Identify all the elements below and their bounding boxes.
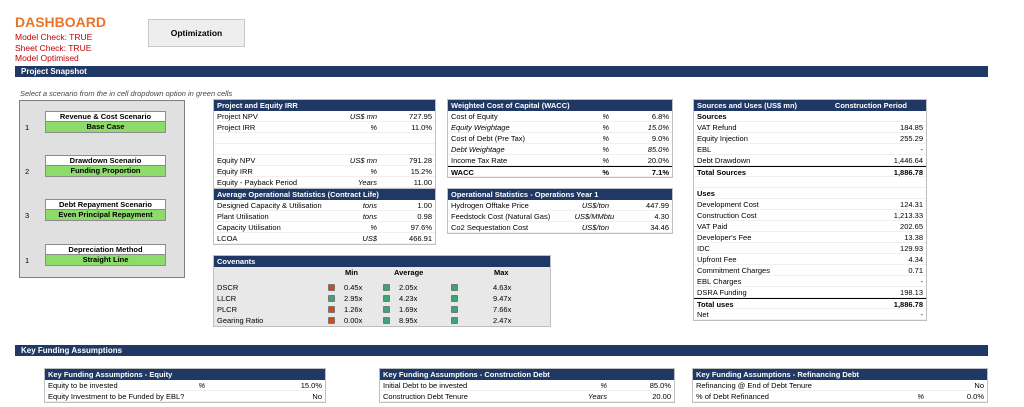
row-label: Debt Weightage — [451, 145, 505, 154]
project-snapshot-bar: Project Snapshot — [15, 66, 988, 77]
row-label: Initial Debt to be invested — [383, 381, 468, 390]
table-row — [694, 155, 926, 166]
table-row — [693, 380, 987, 391]
row-unit: US$/MMbtu — [574, 212, 615, 221]
row-label: EBL — [697, 145, 712, 154]
row-label: Debt Drawdown — [697, 156, 751, 165]
table-row — [694, 111, 926, 122]
row-label: Project NPV — [217, 112, 258, 121]
row-value: 198.13 — [900, 288, 923, 297]
row-label — [217, 133, 327, 143]
row-value: 85.0% — [649, 381, 671, 390]
table-row — [694, 122, 926, 133]
row-label: Equity IRR — [217, 167, 253, 176]
row-label: Feedstock Cost (Natural Gas) — [451, 212, 551, 221]
row-unit: % — [370, 123, 377, 132]
table-row — [694, 265, 926, 276]
covenant-avg: 1.69x — [399, 305, 418, 314]
avg-ops-table — [213, 188, 436, 245]
row-label: Designed Capacity & Utilisation — [217, 201, 322, 210]
status-flag-icon — [383, 295, 390, 302]
row-value: 20.00 — [652, 392, 671, 401]
row-label: Developer's Fee — [697, 233, 752, 242]
table-row — [448, 133, 672, 144]
table-row — [448, 144, 672, 155]
ops-year1-rows — [448, 200, 672, 233]
row-value: 15.0% — [647, 123, 669, 132]
covenant-label: LLCR — [217, 294, 237, 303]
scenario-depreciation — [25, 244, 166, 266]
row-label: IDC — [697, 244, 710, 253]
col-min: Min — [345, 268, 358, 277]
table-row — [448, 222, 672, 233]
row-unit: % — [917, 392, 924, 401]
scenario-dropdown[interactable]: Funding Proportion — [45, 166, 166, 177]
scenario-debt-repayment — [25, 199, 166, 221]
row-label: Commitment Charges — [697, 266, 770, 275]
row-label: Upfront Fee — [697, 255, 737, 264]
row-label: Development Cost — [697, 200, 759, 209]
table-header: Operational Statistics - Operations Year 1 — [448, 189, 672, 200]
covenant-max: 4.63x — [493, 283, 512, 292]
table-header: Project and Equity IRR — [214, 100, 435, 111]
scenario-label: Debt Repayment Scenario — [45, 199, 166, 210]
scenario-number: 3 — [25, 211, 30, 220]
sources-uses-table — [693, 99, 927, 321]
row-label: Equity to be invested — [48, 381, 118, 390]
table-row — [214, 155, 435, 166]
row-value: 1,886.78 — [893, 300, 923, 309]
row-label: Co2 Sequestation Cost — [451, 223, 529, 232]
table-row — [45, 380, 325, 391]
kfa-equity-rows — [45, 380, 325, 402]
kfa-refinancing-rows — [693, 380, 987, 402]
row-unit: tons — [362, 201, 377, 210]
row-value: 13.38 — [904, 233, 923, 242]
scenario-number: 1 — [25, 123, 30, 132]
sources-uses-rows — [694, 111, 926, 320]
table-row — [214, 133, 435, 144]
row-value: 7.1% — [651, 168, 669, 177]
status-flag-icon — [328, 317, 335, 324]
table-header: Key Funding Assumptions - Construction Debt — [380, 369, 674, 380]
table-row — [448, 200, 672, 211]
row-unit: tons — [362, 212, 377, 221]
table-row — [694, 177, 926, 188]
table-header: Key Funding Assumptions - Refinancing Debt — [693, 369, 987, 380]
row-value — [377, 133, 432, 143]
row-value: No — [312, 392, 322, 401]
row-label: WACC — [451, 168, 474, 177]
table-row — [380, 391, 674, 402]
row-value: 184.85 — [900, 123, 923, 132]
row-value: 11.0% — [411, 123, 432, 132]
row-label: Cost of Debt (Pre Tax) — [451, 134, 526, 143]
row-unit: % — [602, 134, 609, 143]
row-label: Cost of Equity — [451, 112, 498, 121]
row-value: 124.31 — [900, 200, 923, 209]
status-flag-icon — [451, 306, 458, 313]
project-irr-rows — [214, 111, 435, 188]
sheet-check: Sheet Check: TRUE — [15, 42, 92, 53]
scenario-hint: Select a scenario from the in cell dropdown option in green cells — [20, 89, 233, 98]
covenant-avg: 8.95x — [399, 316, 418, 325]
model-checks — [15, 32, 92, 64]
row-value — [843, 177, 923, 187]
row-value: 4.30 — [654, 212, 669, 221]
covenant-row — [214, 304, 550, 315]
avg-ops-rows — [214, 200, 435, 244]
table-row — [694, 199, 926, 210]
row-value: 34.46 — [650, 223, 669, 232]
row-label: Equity - Payback Period — [217, 178, 298, 187]
covenant-min: 2.95x — [344, 294, 363, 303]
row-value: 15.2% — [410, 167, 432, 176]
covenant-row — [214, 282, 550, 293]
row-label: % of Debt Refinanced — [696, 392, 769, 401]
covenant-label: DSCR — [217, 283, 239, 292]
kfa-equity-table — [44, 368, 326, 403]
row-label: Net — [697, 310, 709, 319]
row-value: 9.0% — [651, 134, 669, 143]
row-value: 727.95 — [409, 112, 432, 121]
row-value: 6.8% — [651, 112, 669, 121]
row-value: 1,446.64 — [893, 156, 923, 165]
table-row — [694, 210, 926, 221]
row-label: Total Sources — [697, 168, 747, 177]
row-unit: % — [600, 381, 607, 390]
scenario-revenue — [25, 111, 166, 133]
model-optimised: Model Optimised — [15, 53, 79, 63]
row-unit: % — [602, 112, 609, 121]
table-row — [214, 122, 435, 133]
row-label: DSRA Funding — [697, 288, 747, 297]
table-row — [448, 111, 672, 122]
row-label: LCOA — [217, 234, 238, 243]
status-flag-icon — [328, 306, 335, 313]
row-value: 255.29 — [900, 134, 923, 143]
table-row — [694, 221, 926, 232]
table-row — [694, 166, 926, 177]
table-row — [214, 211, 435, 222]
scenario-label: Drawdown Scenario — [45, 155, 166, 166]
kfa-refinancing-table — [692, 368, 988, 403]
construction-period-col: Construction Period — [834, 101, 907, 110]
row-value: 0.0% — [966, 392, 984, 401]
table-row — [214, 233, 435, 244]
row-unit: % — [602, 123, 609, 132]
status-flag-icon — [328, 284, 335, 291]
row-value — [377, 144, 432, 154]
row-value: - — [920, 310, 923, 319]
table-row — [214, 144, 435, 155]
project-irr-table — [213, 99, 436, 189]
key-funding-bar: Key Funding Assumptions — [15, 345, 988, 356]
table-row — [694, 276, 926, 287]
table-row — [214, 200, 435, 211]
table-row — [694, 243, 926, 254]
row-label — [217, 144, 327, 154]
row-unit: US$ mn — [349, 156, 377, 165]
row-unit: % — [198, 381, 206, 390]
row-label: Refinancing @ End of Debt Tenure — [696, 381, 812, 390]
row-value: 447.99 — [646, 201, 669, 210]
row-unit — [327, 133, 377, 143]
row-unit — [184, 391, 243, 401]
row-value: 97.6% — [410, 223, 432, 232]
row-unit: US$/ton — [581, 201, 609, 210]
scenario-panel — [19, 100, 185, 278]
table-header: Weighted Cost of Capital (WACC) — [448, 100, 672, 111]
table-header: Average Operational Statistics (Contract Life) — [214, 189, 435, 200]
row-unit — [824, 380, 924, 390]
row-label: Sources — [697, 112, 727, 121]
row-unit: US$ — [362, 234, 377, 243]
kfa-construction-rows — [380, 380, 674, 402]
table-row — [694, 254, 926, 265]
row-value — [843, 111, 923, 121]
wacc-table — [447, 99, 673, 178]
table-header: Key Funding Assumptions - Equity — [45, 369, 325, 380]
table-row — [380, 380, 674, 391]
covenant-avg: 4.23x — [399, 294, 418, 303]
row-value: 11.00 — [413, 178, 432, 187]
status-flag-icon — [451, 284, 458, 291]
row-unit — [327, 144, 377, 154]
row-unit: US$ mn — [349, 112, 377, 121]
row-unit: % — [602, 156, 609, 165]
table-row — [694, 298, 926, 309]
table-row — [448, 122, 672, 133]
table-row — [694, 188, 926, 199]
row-unit: % — [370, 223, 377, 232]
covenant-row — [214, 293, 550, 304]
status-flag-icon — [383, 284, 390, 291]
row-value: 466.91 — [409, 234, 432, 243]
scenario-dropdown[interactable]: Straight Line — [45, 255, 166, 266]
scenario-label: Revenue & Cost Scenario — [45, 111, 166, 122]
table-row — [694, 287, 926, 298]
row-value: 1.00 — [417, 201, 432, 210]
table-row — [214, 166, 435, 177]
covenant-max: 7.66x — [493, 305, 512, 314]
row-value: 85.0% — [647, 145, 669, 154]
row-label: Uses — [697, 189, 715, 198]
row-value: No — [974, 381, 984, 390]
row-value: 202.65 — [900, 222, 923, 231]
row-unit: % — [602, 168, 609, 177]
scenario-number: 2 — [25, 167, 30, 176]
covenants-table — [213, 255, 551, 327]
row-label: Plant Utilisation — [217, 212, 269, 221]
row-value: 1,213.33 — [893, 211, 923, 220]
row-value — [843, 188, 923, 198]
row-label: Project IRR — [217, 123, 256, 132]
row-unit: Years — [357, 178, 377, 187]
row-value: 0.71 — [908, 266, 923, 275]
covenant-max: 2.47x — [493, 316, 512, 325]
row-value: 1,886.78 — [893, 168, 923, 177]
wacc-rows — [448, 111, 672, 177]
row-label: Equity Weightage — [451, 123, 510, 132]
row-value: 20.0% — [647, 156, 669, 165]
row-value: 129.93 — [900, 244, 923, 253]
row-unit: US$/ton — [581, 223, 609, 232]
row-value: 791.28 — [409, 156, 432, 165]
covenants-col-headers — [214, 267, 550, 278]
table-row — [694, 133, 926, 144]
covenant-min: 1.26x — [344, 305, 363, 314]
status-flag-icon — [328, 295, 335, 302]
covenant-avg: 2.05x — [399, 283, 418, 292]
covenant-min: 0.45x — [344, 283, 363, 292]
ops-year1-table — [447, 188, 673, 234]
covenant-min: 0.00x — [344, 316, 363, 325]
covenant-rows — [214, 278, 550, 326]
row-label: Equity NPV — [217, 156, 256, 165]
col-max: Max — [494, 268, 509, 277]
scenario-drawdown — [25, 155, 166, 177]
scenario-number: 1 — [25, 256, 30, 265]
status-flag-icon — [451, 317, 458, 324]
row-label: VAT Paid — [697, 222, 728, 231]
table-header: Sources and Uses (US$ mn) Construction Period — [694, 100, 926, 111]
scenario-label: Depreciation Method — [45, 244, 166, 255]
row-value: - — [920, 145, 923, 154]
row-label: Equity Investment to be Funded by EBL? — [48, 392, 185, 401]
status-flag-icon — [383, 306, 390, 313]
table-row — [693, 391, 987, 402]
row-value: - — [920, 277, 923, 286]
col-average: Average — [394, 268, 424, 277]
table-row — [694, 144, 926, 155]
covenant-max: 9.47x — [493, 294, 512, 303]
status-flag-icon — [451, 295, 458, 302]
covenant-label: PLCR — [217, 305, 238, 314]
row-value: 0.98 — [417, 212, 432, 221]
table-row — [448, 155, 672, 166]
kfa-construction-table — [379, 368, 675, 403]
covenant-row — [214, 315, 550, 326]
table-row — [45, 391, 325, 402]
row-label: EBL Charges — [697, 277, 742, 286]
optimization-button[interactable]: Optimization — [148, 19, 245, 47]
table-row — [694, 232, 926, 243]
scenario-dropdown[interactable]: Base Case — [45, 122, 166, 133]
row-label: Construction Cost — [697, 211, 757, 220]
row-label: Income Tax Rate — [451, 156, 508, 165]
table-row — [694, 309, 926, 320]
row-value: 4.34 — [908, 255, 923, 264]
table-row — [448, 211, 672, 222]
row-label: Construction Debt Tenure — [383, 392, 468, 401]
covenant-label: Gearing Ratio — [217, 316, 264, 325]
row-label: Capacity Utilisation — [217, 223, 281, 232]
row-unit: % — [370, 167, 377, 176]
status-flag-icon — [383, 317, 390, 324]
row-label: Equity Injection — [697, 134, 748, 143]
row-label — [697, 177, 843, 187]
model-check: Model Check: TRUE — [15, 32, 93, 42]
row-unit: % — [602, 145, 609, 154]
table-row — [214, 111, 435, 122]
table-row — [214, 222, 435, 233]
row-label: Hydrogen Offtake Price — [451, 201, 529, 210]
scenario-dropdown[interactable]: Even Principal Repayment — [45, 210, 166, 221]
row-label: VAT Refund — [697, 123, 737, 132]
row-value: 15.0% — [300, 381, 322, 390]
row-label: Total uses — [697, 300, 734, 309]
table-row — [214, 177, 435, 188]
dashboard-title: DASHBOARD — [15, 14, 106, 30]
row-unit: Years — [587, 392, 607, 401]
table-header: Covenants — [214, 256, 550, 267]
table-row — [448, 166, 672, 177]
